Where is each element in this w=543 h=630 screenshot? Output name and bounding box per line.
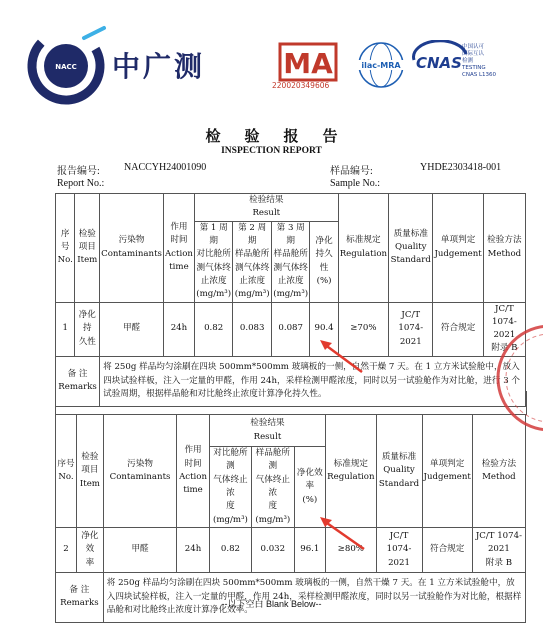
report-no-label-cn: 报告编号: xyxy=(57,166,100,177)
cell-period-2: 0.083 xyxy=(233,302,272,356)
ma-number: 220020349606 xyxy=(272,81,330,90)
cnas-logo xyxy=(410,40,470,80)
cell-regulation: ≥70% xyxy=(338,302,388,356)
annotation-arrow-1 xyxy=(318,338,368,378)
report-no-label-en: Report No.: xyxy=(57,178,105,189)
remarks-text: 将 250g 样品均匀涂刷在四块 500mm*500mm 玻璃板的一侧，自然干燥 7 天。在 1 立方米试验舱中，放入四块试验样板，注入一定量的甲醛，作用 24h，采样检测甲醛浓度，同时以另一试验舱作为对比舱，进行 3 个试验周期，根据样品舱和对比舱终止浓度计算净化持久性。 xyxy=(100,356,526,406)
cell-period-1: 0.82 xyxy=(194,302,233,356)
table-row xyxy=(56,527,526,572)
cell-durability: 90.4 xyxy=(310,302,338,356)
header-method: 检验方法 Method xyxy=(483,194,525,303)
red-stamp-seal xyxy=(488,318,543,438)
cell-seq: 1 xyxy=(56,302,75,356)
cell-control-value: 0.82 xyxy=(209,527,251,572)
report-title-en: INSPECTION REPORT xyxy=(221,146,322,156)
cell-regulation: ≥80% xyxy=(326,527,376,572)
cell-sample-value: 0.032 xyxy=(252,527,294,572)
cell-quality: JC/T 1074-2021 xyxy=(389,302,433,356)
cell-item: 净化持 久性 xyxy=(75,302,100,356)
header-action-time: 作用 时间 Action time xyxy=(177,415,209,528)
report-title-cn: 检验报告 xyxy=(205,127,362,145)
header-seq: 序号 No. xyxy=(56,194,75,303)
nacc-text: NACC xyxy=(55,63,77,71)
table-row xyxy=(56,302,526,356)
cell-judgement: 符合规定 xyxy=(422,527,472,572)
header-judgement: 单项判定 Judgement xyxy=(422,415,472,528)
cnas-side-text: 中国认可 国际互认 检测 TESTING CNAS L1360 xyxy=(462,44,497,78)
cell-action: 24h xyxy=(163,302,194,356)
ilac-text: ilac-MRA xyxy=(361,61,401,70)
header-regulation: 标准规定 Regulation xyxy=(338,194,388,303)
header-seq: 序号 No. xyxy=(56,415,77,528)
ma-letters: MA xyxy=(283,47,333,80)
sample-no-label-en: Sample No.: xyxy=(330,178,380,189)
cell-contaminant: 甲醛 xyxy=(100,302,164,356)
cell-method: JC/T 1074-2021 附录 B xyxy=(483,302,525,356)
cell-method: JC/T 1074-2021 附录 B xyxy=(472,527,525,572)
report-no-value: NACCYH24001090 xyxy=(124,162,207,173)
header-period-3: 第 3 周期 样品舱所 测气体终 止浓度 (mg/m³) xyxy=(271,221,310,302)
header-control-chamber: 对比舱所测 气体终止浓 度(mg/m³) xyxy=(209,447,251,528)
header-quality-standard: 质量标准 Quality Standard xyxy=(376,415,422,528)
header-efficiency: 净化效率 (%) xyxy=(294,447,326,528)
header-contaminant: 污染物 Contaminants xyxy=(103,415,177,528)
cnas-text: CNAS xyxy=(416,54,462,72)
header-period-2: 第 2 周期 样品舱所 测气体终 止浓度 (mg/m³) xyxy=(233,221,272,302)
cell-period-3: 0.087 xyxy=(271,302,310,356)
header-contaminant: 污染物 Contaminants xyxy=(100,194,164,303)
annotation-arrow-2 xyxy=(318,515,370,555)
nacc-logo xyxy=(22,20,114,112)
header-method: 检验方法 Method xyxy=(472,415,525,528)
header-result-group: 检验结果 Result xyxy=(209,415,325,447)
cell-seq: 2 xyxy=(56,527,77,572)
cell-efficiency: 96.1 xyxy=(294,527,326,572)
header-quality-standard: 质量标准 Quality Standard xyxy=(389,194,433,303)
header-sample-chamber: 样品舱所测 气体终止浓 度(mg/m³) xyxy=(252,447,294,528)
brand-name: 中广测 xyxy=(112,50,206,83)
remarks-label: 备 注 Remarks xyxy=(56,572,104,622)
header-item: 检验 项目 Item xyxy=(77,415,104,528)
header-item: 检验 项目 Item xyxy=(75,194,100,303)
header-regulation: 标准规定 Regulation xyxy=(326,415,376,528)
header-period-1: 第 1 周期 对比舱所 测气体终 止浓度 (mg/m³) xyxy=(194,221,233,302)
header-durability: 净化持久性 (%) xyxy=(310,221,338,302)
cell-item: 净化效 率 xyxy=(77,527,104,572)
sample-no-label-cn: 样品编号: xyxy=(330,166,373,177)
cell-action: 24h xyxy=(177,527,209,572)
table-separator xyxy=(55,391,527,415)
cell-contaminant: 甲醛 xyxy=(103,527,177,572)
remarks-label: 备 注 Remarks xyxy=(56,356,100,406)
blank-below-footer: --以下空白 Blank Below-- xyxy=(221,599,322,609)
header-action-time: 作用 时间 Action time xyxy=(163,194,194,303)
cell-quality: JC/T 1074-2021 xyxy=(376,527,422,572)
sample-no-value: YHDE2303418-001 xyxy=(420,162,502,173)
remarks-text: 将 250g 样品均匀涂刷在四块 500mm*500mm 玻璃板的一侧，自然干燥 7 天。在 1 立方米试验舱中，放入四块试验样板，注入一定量的甲醛，作用 24h，采样检测甲醛浓度，同时以另一试验舱作为对比舱，根据样品舱和对比舱终止浓度计算净化效率。 xyxy=(103,572,525,622)
results-table-durability xyxy=(55,193,526,407)
results-table-efficiency xyxy=(55,414,526,623)
cell-judgement: 符合规定 xyxy=(433,302,483,356)
ilac-mra-logo xyxy=(355,40,407,90)
header-judgement: 单项判定 Judgement xyxy=(433,194,483,303)
header-result-group: 检验结果 Result xyxy=(194,194,338,222)
